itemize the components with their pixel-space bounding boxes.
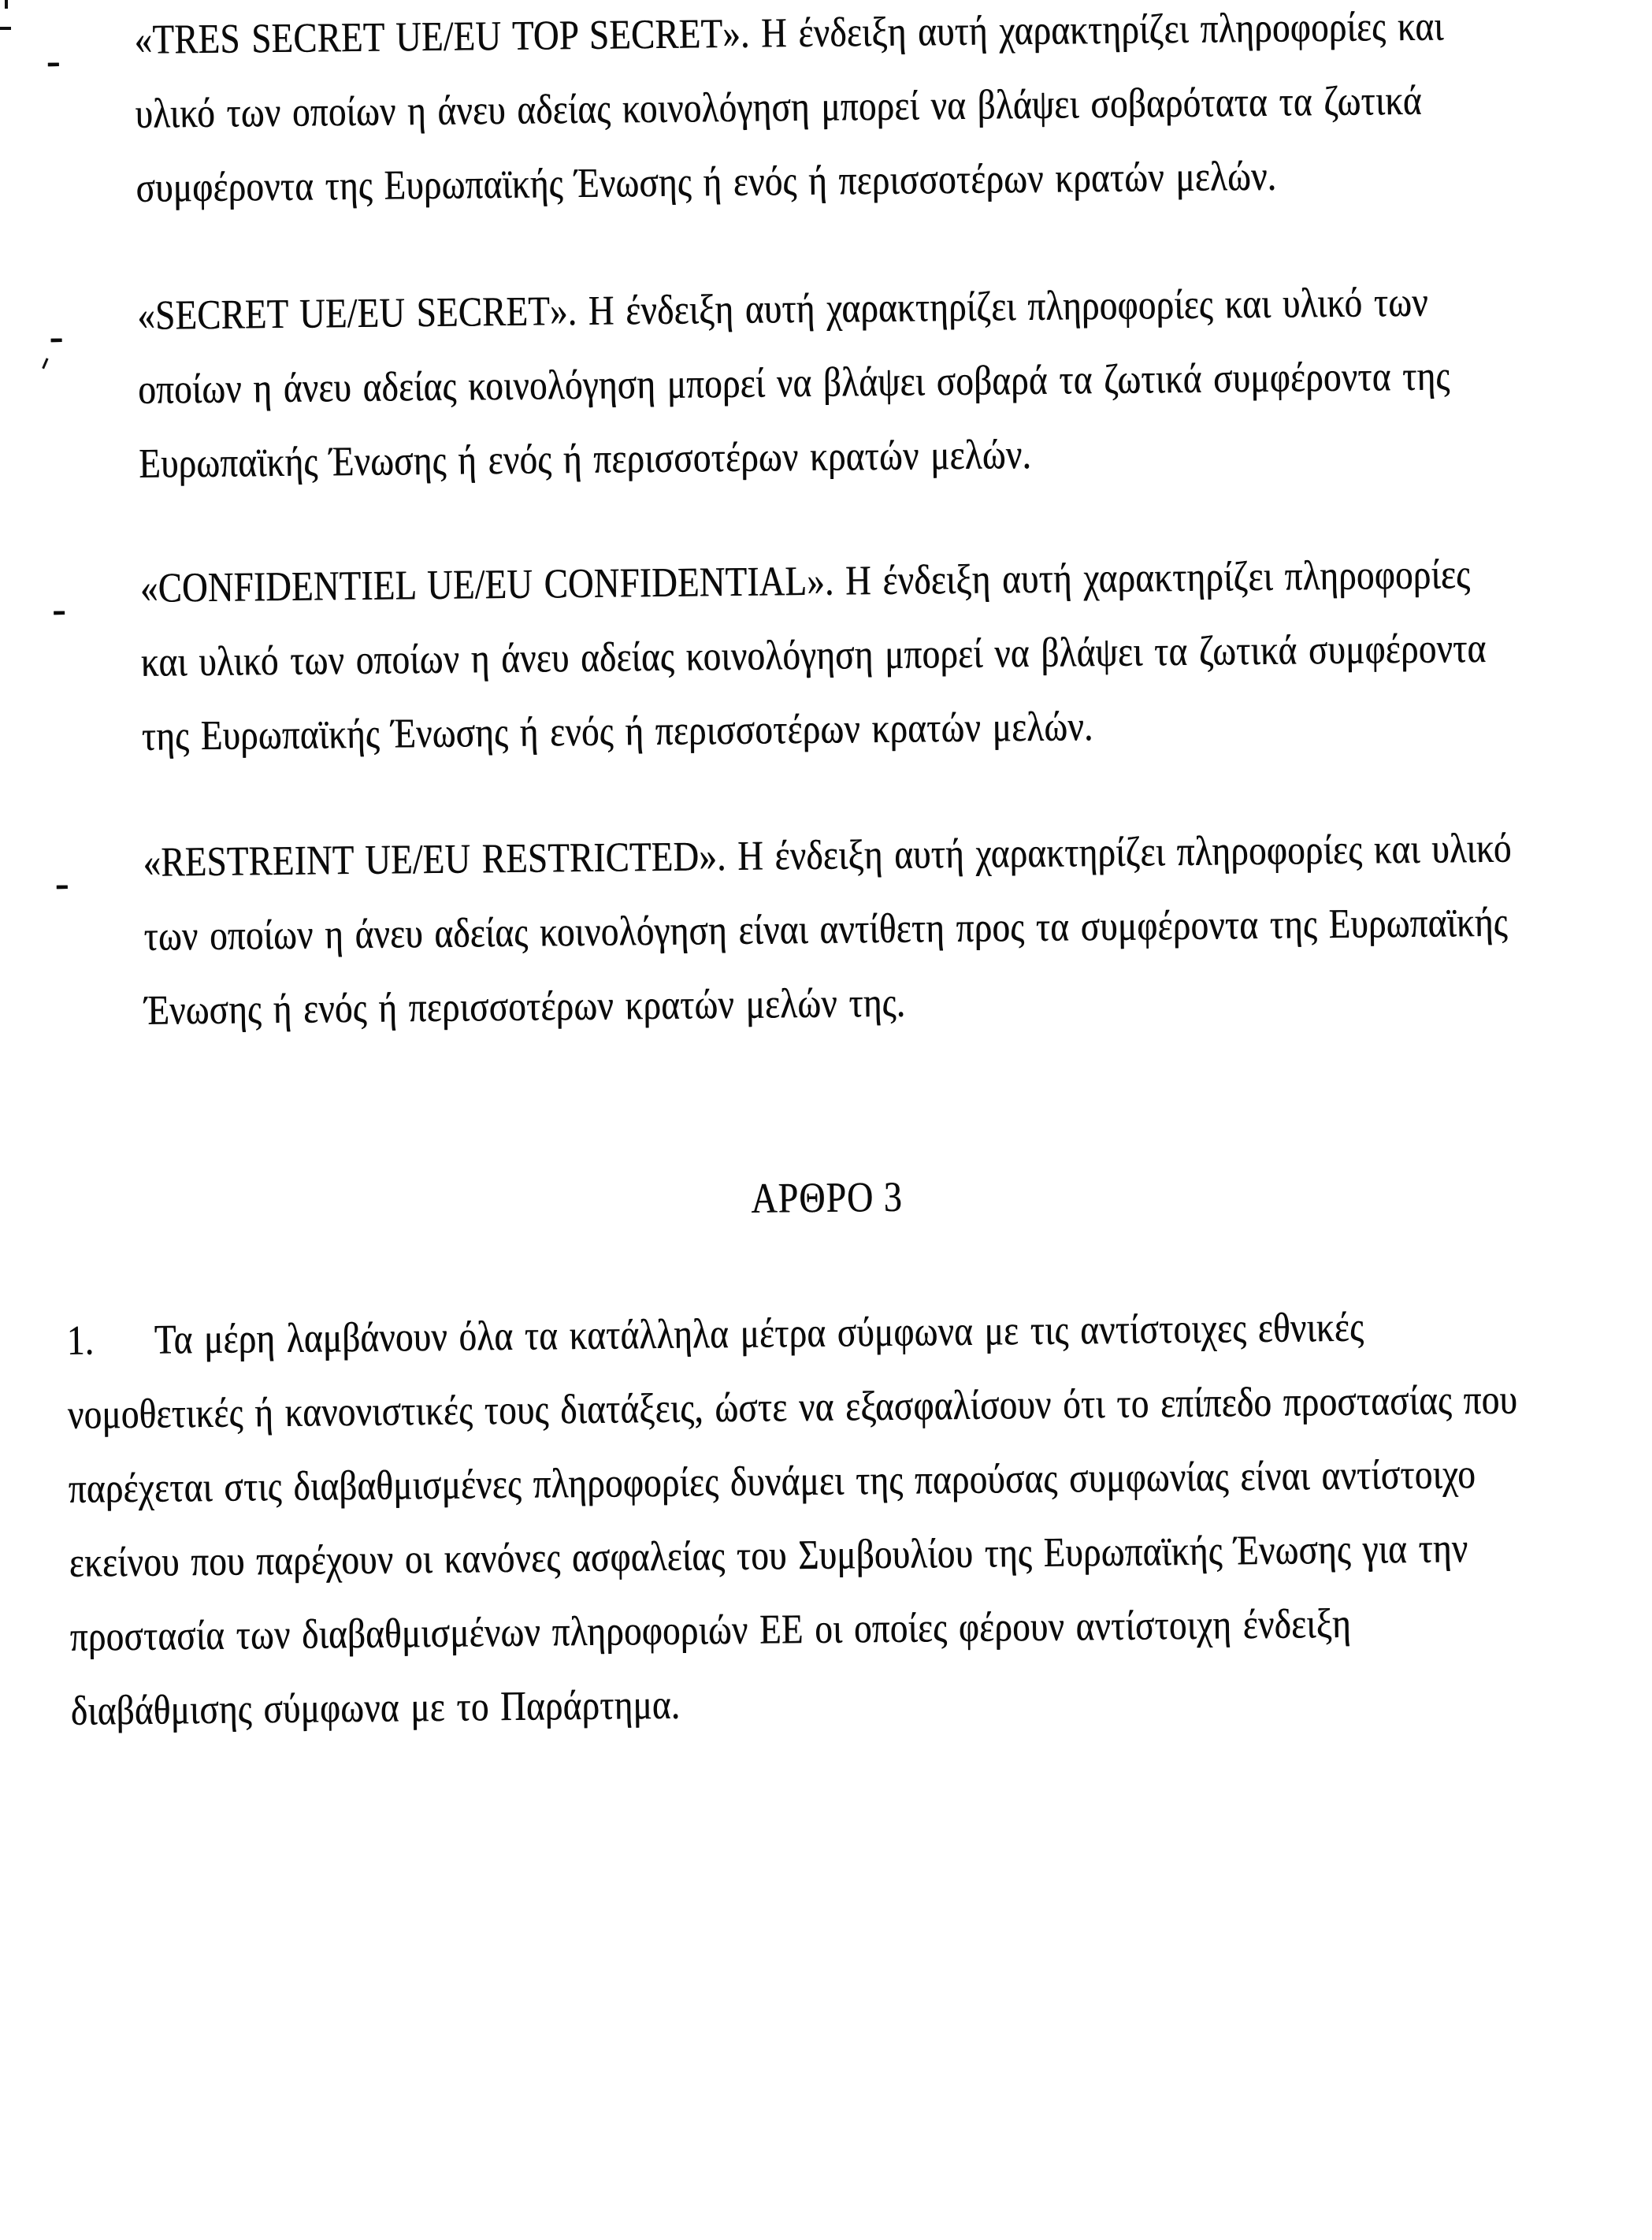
text-line: διαβάθμισης σύμφωνα με το Παράρτημα. bbox=[70, 1681, 681, 1734]
text-line: συμφέροντα της Ευρωπαϊκής Ένωσης ή ενός ή περισσοτέρων κρατών μελών. bbox=[136, 152, 1277, 211]
text-line: προστασία των διαβαθμισμένων πληροφοριών ΕΕ οι οποίες φέρουν αντίστοιχη ένδειξη bbox=[69, 1599, 1352, 1660]
text-line: οποίων η άνευ αδείας κοινολόγηση μπορεί να βλάψει σοβαρά τα ζωτικά συμφέροντα της bbox=[137, 352, 1450, 413]
paragraph-line-text: Τα μέρη λαμβάνουν όλα τα κατάλληλα μέτρα σύμφωνα με τις αντίστοιχες εθνικές bbox=[154, 1303, 1364, 1363]
list-item-restreint bbox=[54, 824, 1620, 1064]
text-line: παρέχεται στις διαβαθμισμένες πληροφορίες δυνάμει της παρούσας συμφωνίας είναι αντίστοιχο bbox=[68, 1450, 1476, 1512]
text-line: Ένωσης ή ενός ή περισσοτέρων κρατών μελών της. bbox=[144, 979, 906, 1034]
text-line: «RESTREINT UE/EU RESTRICTED». Η ένδειξη αυτή χαρακτηρίζει πληροφορίες και υλικό bbox=[143, 824, 1512, 886]
text-line: και υλικό των οποίων η άνευ αδείας κοινολόγηση μπορεί να βλάψει τα ζωτικά συμφέροντα bbox=[140, 624, 1487, 685]
list-item-marker: - bbox=[46, 39, 61, 84]
list-item-marker: - bbox=[49, 314, 64, 360]
text-line: «TRES SECRET UE/EU TOP SECRET». Η ένδειξη αυτή χαρακτηρίζει πληροφορίες και bbox=[134, 2, 1444, 63]
list-item-confidentiel bbox=[51, 550, 1617, 790]
article-paragraph bbox=[67, 1304, 1635, 1765]
text-line: εκείνου που παρέχουν οι κανόνες ασφαλείας του Συμβουλίου της Ευρωπαϊκής Ένωσης για την bbox=[69, 1525, 1468, 1586]
scan-artifact-corner-tick bbox=[5, 0, 8, 9]
text-line: υλικό των οποίων η άνευ αδείας κοινολόγηση μπορεί να βλάψει σοβαρότατα τα ζωτικά bbox=[135, 76, 1422, 137]
text-line: των οποίων η άνευ αδείας κοινολόγηση είναι αντίθετη προς τα συμφέροντα της Ευρωπαϊκής bbox=[143, 898, 1509, 960]
text-line: «SECRET UE/EU SECRET». Η ένδειξη αυτή χαρακτηρίζει πληροφορίες και υλικό των bbox=[136, 278, 1429, 339]
article-heading: ΑΡΘΡΟ 3 bbox=[751, 1172, 903, 1222]
list-item-tres-secret bbox=[46, 2, 1611, 243]
text-line: «CONFIDENTIEL UE/EU CONFIDENTIAL». Η ένδειξη αυτή χαρακτηρίζει πληροφορίες bbox=[139, 550, 1471, 611]
list-item-marker: - bbox=[54, 861, 69, 907]
text-line: της Ευρωπαϊκής Ένωσης ή ενός ή περισσοτέρων κρατών μελών. bbox=[141, 702, 1093, 760]
scan-artifact-tick bbox=[42, 358, 48, 369]
text-line: νομοθετικές ή κανονιστικές τους διατάξεις, ώστε να εξασφαλίσουν ότι το επίπεδο προστασίας που bbox=[67, 1376, 1518, 1438]
text-line: Ευρωπαϊκής Ένωσης ή ενός ή περισσοτέρων κρατών μελών. bbox=[138, 430, 1032, 487]
list-item-secret bbox=[49, 278, 1614, 518]
list-item-marker: - bbox=[51, 587, 66, 633]
paragraph-number: 1. bbox=[66, 1317, 95, 1364]
